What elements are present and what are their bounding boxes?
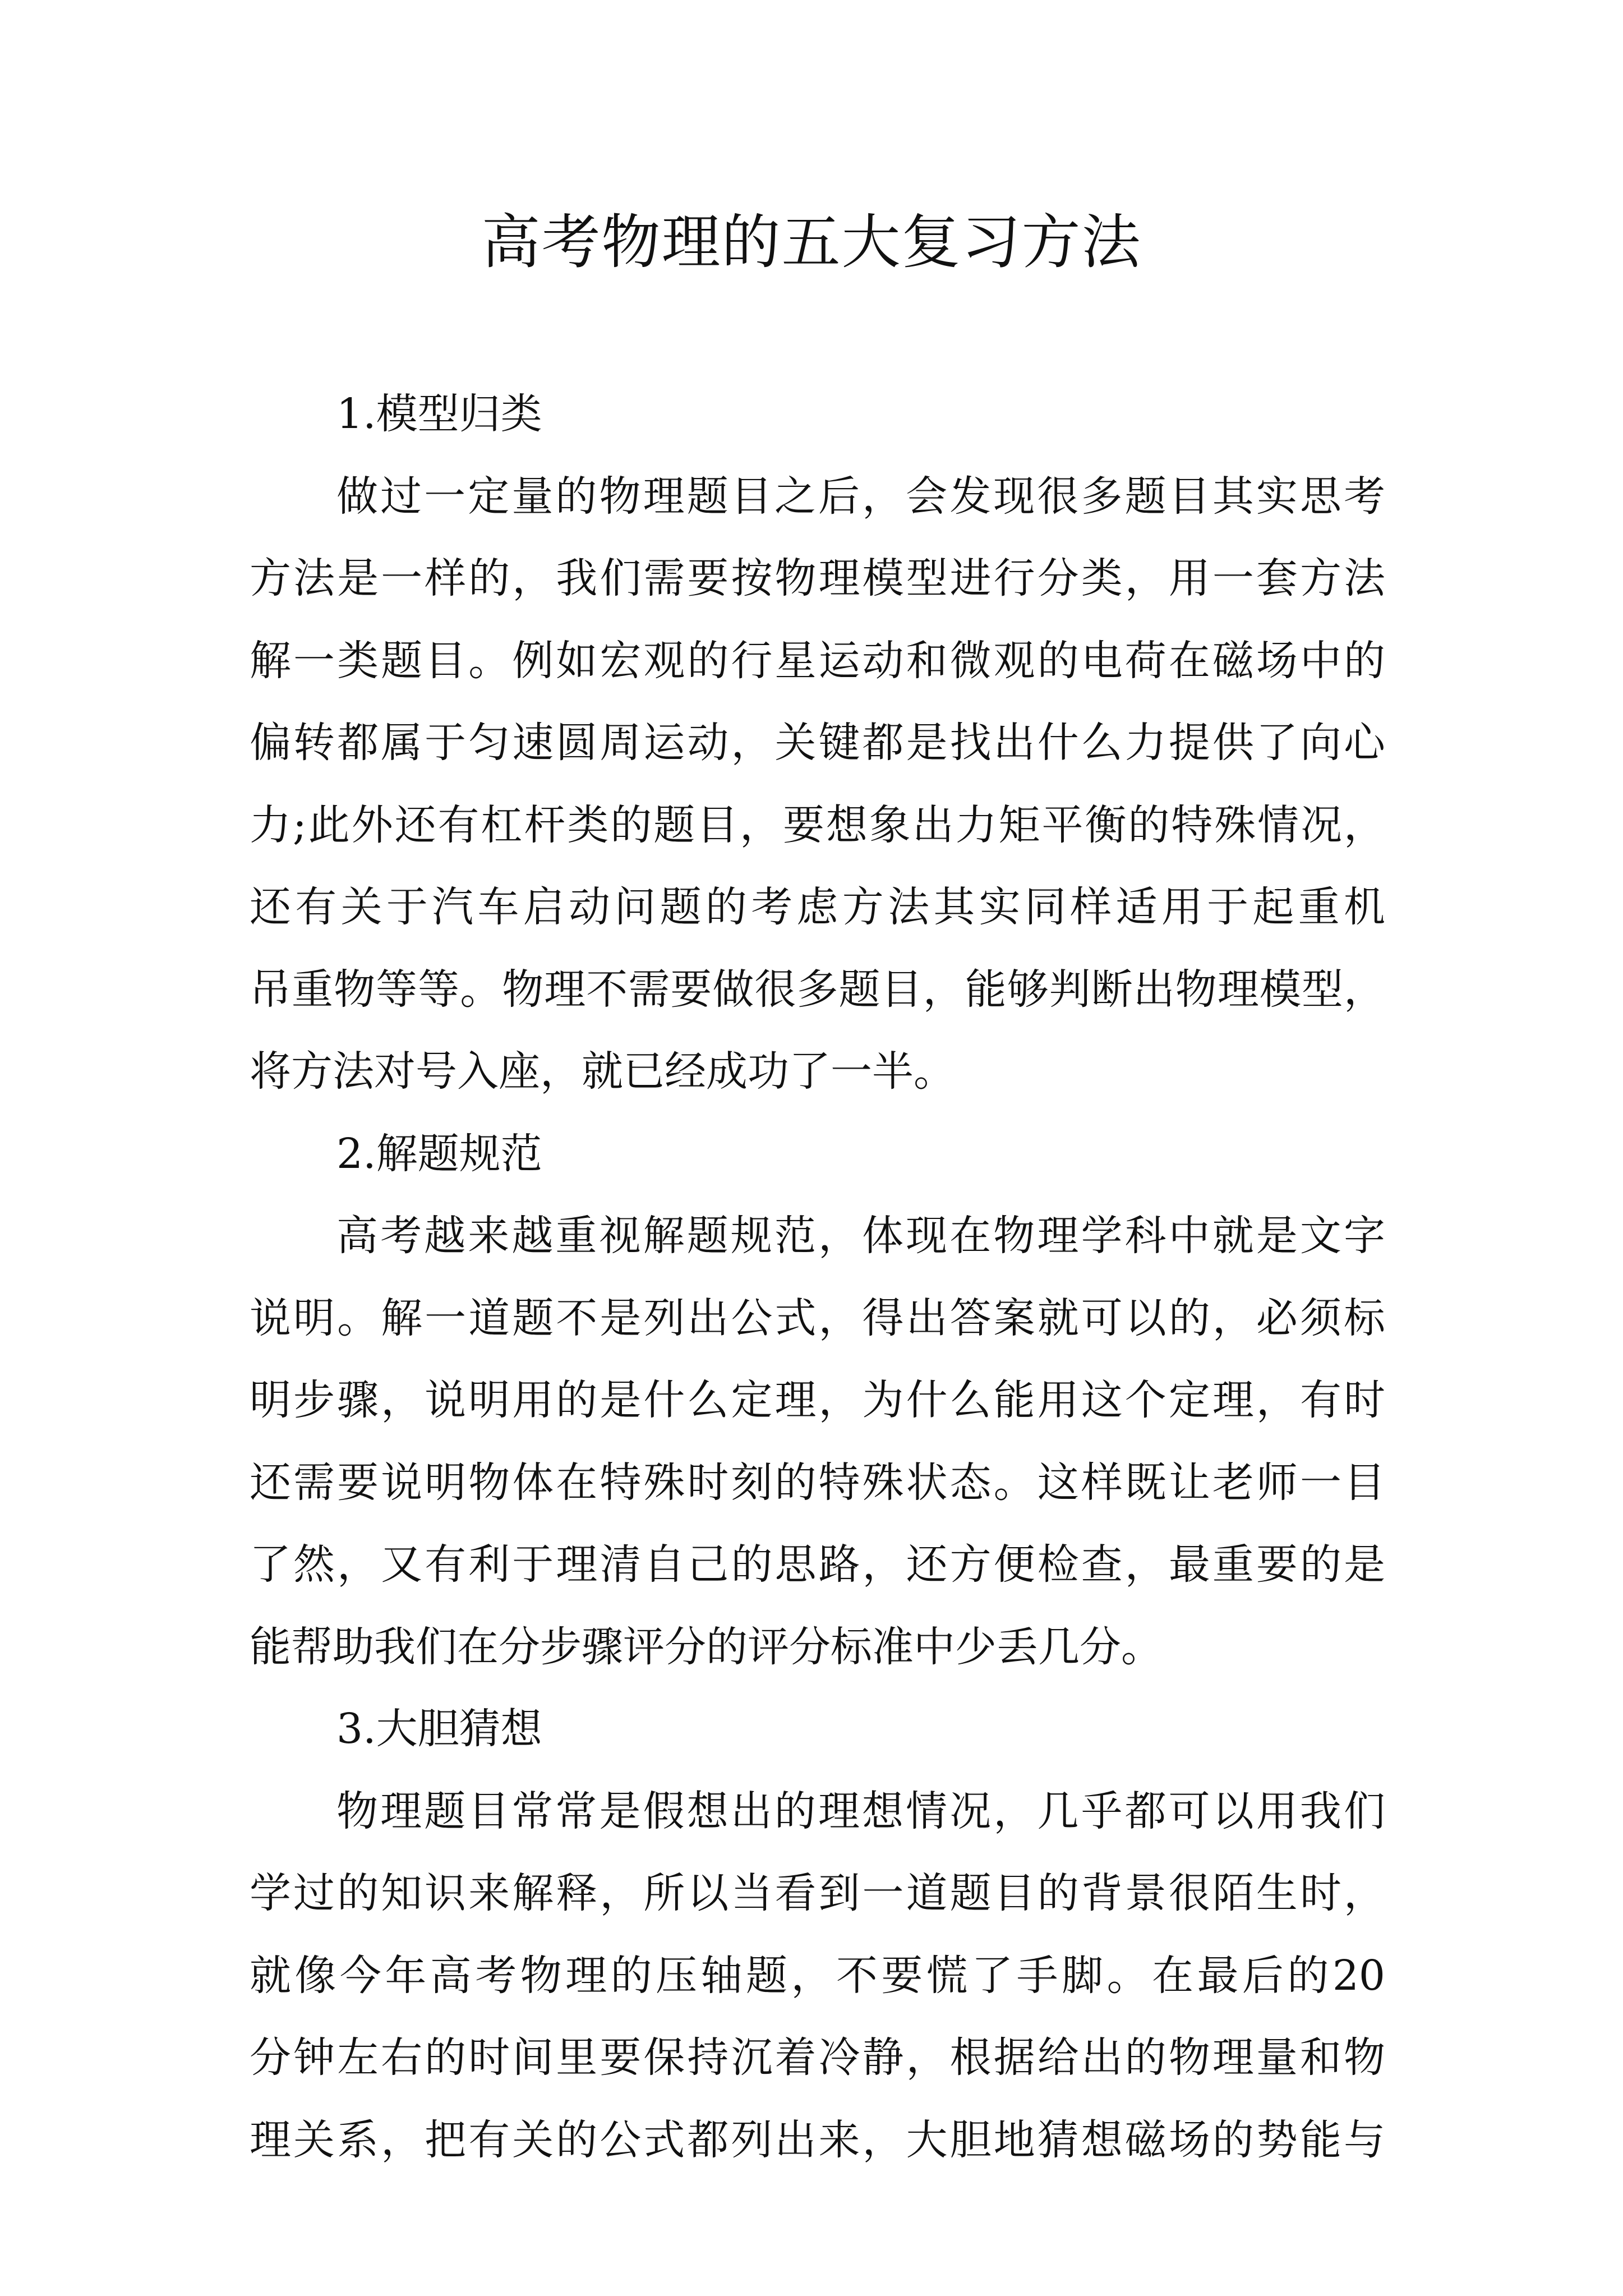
paragraph-line: 方法是一样的，我们需要按物理模型进行分类，用一套方法	[250, 554, 1385, 602]
section-heading: 1.模型归类	[336, 390, 542, 438]
paragraph-line: 将方法对号入座，就已经成功了一半。	[250, 1047, 955, 1096]
paragraph-line: 能帮助我们在分步骤评分的评分标准中少丢几分。	[250, 1622, 1163, 1671]
paragraph-line: 分钟左右的时间里要保持沉着冷静，根据给出的物理量和物	[250, 2033, 1385, 2082]
paragraph-line: 还有关于汽车启动问题的考虑方法其实同样适用于起重机	[250, 883, 1385, 931]
paragraph-line: 高考越来越重视解题规范，体现在物理学科中就是文字	[336, 1212, 1385, 1260]
paragraph-line: 理关系，把有关的公式都列出来，大胆地猜想磁场的势能与	[250, 2115, 1385, 2164]
section-heading: 3.大胆猜想	[336, 1705, 542, 1753]
paragraph-line: 偏转都属于匀速圆周运动，关键都是找出什么力提供了向心	[250, 719, 1385, 767]
paragraph-line: 了然，又有利于理清自己的思路，还方便检查，最重要的是	[250, 1540, 1385, 1589]
paragraph-line: 吊重物等等。物理不需要做很多题目，能够判断出物理模型，	[250, 965, 1385, 1014]
paragraph-line: 做过一定量的物理题目之后，会发现很多题目其实思考	[336, 472, 1385, 521]
document-title: 高考物理的五大复习方法	[481, 208, 1142, 277]
paragraph-line: 明步骤，说明用的是什么定理，为什么能用这个定理，有时	[250, 1376, 1385, 1424]
document-body	[250, 373, 1385, 2181]
paragraph-line: 还需要说明物体在特殊时刻的特殊状态。这样既让老师一目	[250, 1458, 1385, 1507]
paragraph-line: 学过的知识来解释，所以当看到一道题目的背景很陌生时，	[250, 1869, 1385, 1917]
paragraph-line: 力;此外还有杠杆类的题目，要想象出力矩平衡的特殊情况，	[250, 800, 1385, 849]
paragraph-line: 说明。解一道题不是列出公式，得出答案就可以的，必须标	[250, 1294, 1385, 1342]
section-heading: 2.解题规范	[336, 1129, 542, 1178]
paragraph-line: 解一类题目。例如宏观的行星运动和微观的电荷在磁场中的	[250, 636, 1385, 685]
paragraph-line: 物理题目常常是假想出的理想情况，几乎都可以用我们	[336, 1787, 1385, 1835]
paragraph-line: 就像今年高考物理的压轴题，不要慌了手脚。在最后的20	[250, 1951, 1385, 2000]
